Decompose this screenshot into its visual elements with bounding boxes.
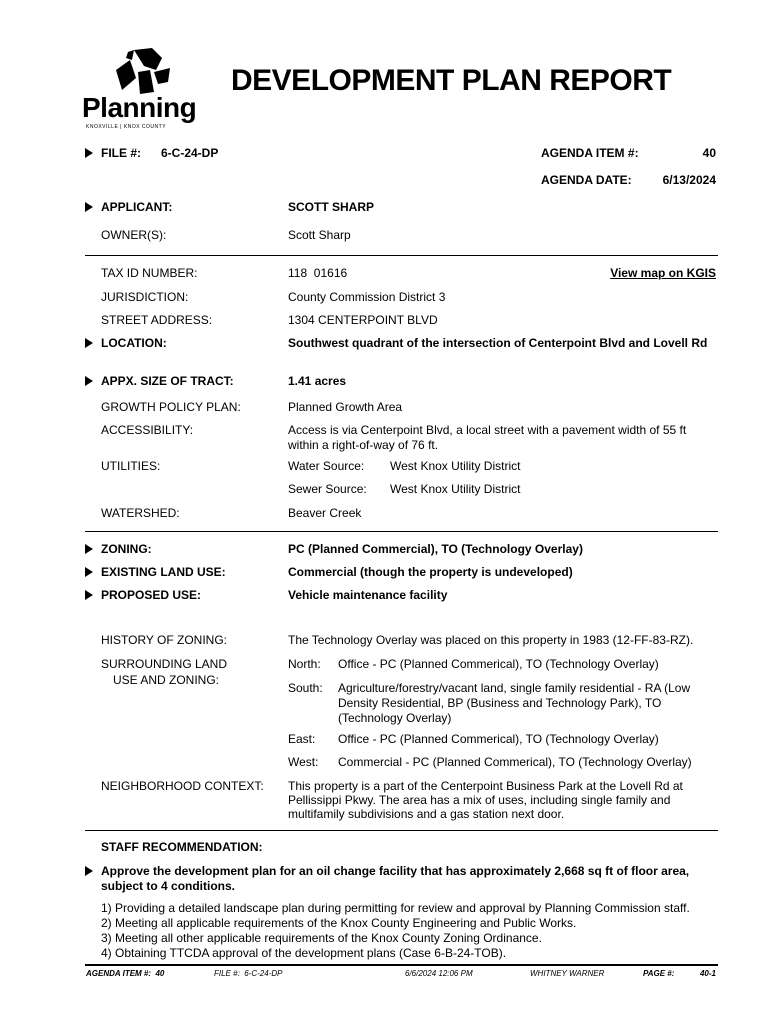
street-address-label: STREET ADDRESS: bbox=[101, 313, 213, 327]
proposed-use-label: PROPOSED USE: bbox=[101, 588, 202, 602]
east-value: Office - PC (Planned Commerical), TO (Technology Overlay) bbox=[338, 732, 659, 746]
west-label: West: bbox=[288, 755, 319, 769]
zoning-value: PC (Planned Commercial), TO (Technology Overlay) bbox=[288, 542, 583, 556]
tax-id-value: 118 01616 bbox=[288, 266, 348, 280]
divider bbox=[85, 531, 718, 532]
logo-word: Planning bbox=[82, 92, 197, 123]
condition-item: 2) Meeting all applicable requirements of the Knox County Engineering and Public Works. bbox=[101, 916, 577, 930]
agenda-date-label: AGENDA DATE: bbox=[541, 173, 632, 187]
agenda-date-value: 6/13/2024 bbox=[662, 173, 716, 187]
divider bbox=[85, 830, 718, 831]
bullet-arrow-icon bbox=[85, 148, 93, 158]
footer-file: FILE #: 6-C-24-DP bbox=[214, 969, 283, 978]
tax-id-label: TAX ID NUMBER: bbox=[101, 266, 198, 280]
jurisdiction-value: County Commission District 3 bbox=[288, 290, 446, 304]
kgis-map-link[interactable]: View map on KGIS bbox=[610, 266, 716, 280]
accessibility-label: ACCESSIBILITY: bbox=[101, 423, 194, 437]
water-source-label: Water Source: bbox=[288, 459, 365, 473]
jurisdiction-label: JURISDICTION: bbox=[101, 290, 189, 304]
footer-date: 6/6/2024 12:06 PM bbox=[405, 969, 473, 978]
applicant-label: APPLICANT: bbox=[101, 200, 173, 214]
location-value: Southwest quadrant of the intersection of Centerpoint Blvd and Lovell Rd bbox=[288, 336, 708, 350]
south-label: South: bbox=[288, 681, 323, 695]
tract-size-value: 1.41 acres bbox=[288, 374, 347, 388]
existing-land-use-label: EXISTING LAND USE: bbox=[101, 565, 226, 579]
proposed-use-value: Vehicle maintenance facility bbox=[288, 588, 448, 602]
water-source-value: West Knox Utility District bbox=[390, 459, 521, 473]
bullet-arrow-icon bbox=[85, 376, 93, 386]
sewer-source-value: West Knox Utility District bbox=[390, 482, 521, 496]
condition-item: 3) Meeting all other applicable requirements of the Knox County Zoning Ordinance. bbox=[101, 931, 542, 945]
history-of-zoning-value: The Technology Overlay was placed on this property in 1983 (12-FF-83-RZ). bbox=[288, 633, 694, 647]
north-label: North: bbox=[288, 657, 321, 671]
north-value: Office - PC (Planned Commerical), TO (Technology Overlay) bbox=[338, 657, 659, 671]
staff-recommendation-heading: STAFF RECOMMENDATION: bbox=[101, 840, 263, 854]
utilities-label: UTILITIES: bbox=[101, 459, 161, 473]
zoning-label: ZONING: bbox=[101, 542, 152, 556]
file-value: 6-C-24-DP bbox=[161, 146, 219, 160]
bullet-arrow-icon bbox=[85, 544, 93, 554]
condition-item: 1) Providing a detailed landscape plan during permitting for review and approval by Planning Commission staff. bbox=[101, 901, 690, 915]
planning-logo-mark-icon bbox=[104, 48, 174, 96]
surrounding-label-line2: USE AND ZONING: bbox=[113, 673, 220, 687]
south-value: Agriculture/forestry/vacant land, single family residential - RA (Low Density Residential, BP (Business and Technology Park), TO (Technology Overlay) bbox=[338, 681, 691, 725]
agenda-item-label: AGENDA ITEM #: bbox=[541, 146, 639, 160]
neighborhood-context-label: NEIGHBORHOOD CONTEXT: bbox=[101, 779, 264, 793]
watershed-value: Beaver Creek bbox=[288, 506, 362, 520]
bullet-arrow-icon bbox=[85, 866, 93, 876]
footer-page-value: 40-1 bbox=[699, 969, 716, 978]
report-title: DEVELOPMENT PLAN REPORT bbox=[231, 64, 672, 97]
growth-policy-value: Planned Growth Area bbox=[288, 400, 403, 414]
bullet-arrow-icon bbox=[85, 338, 93, 348]
logo-tagline: KNOXVILLE | KNOX COUNTY bbox=[86, 124, 167, 130]
bullet-arrow-icon bbox=[85, 590, 93, 600]
owner-label: OWNER(S): bbox=[101, 228, 167, 242]
staff-recommendation-summary: Approve the development plan for an oil change facility that has approximately 2,668 sq ft of floor area, subject to 4 conditions. bbox=[101, 864, 690, 893]
watershed-label: WATERSHED: bbox=[101, 506, 180, 520]
agenda-item-value: 40 bbox=[702, 146, 716, 160]
sewer-source-label: Sewer Source: bbox=[288, 482, 367, 496]
accessibility-value: Access is via Centerpoint Blvd, a local street with a pavement width of 55 ft within a right-of-way of 76 ft. bbox=[288, 423, 687, 452]
bullet-arrow-icon bbox=[85, 202, 93, 212]
history-of-zoning-label: HISTORY OF ZONING: bbox=[101, 633, 228, 647]
neighborhood-context-value: This property is a part of the Centerpoint Business Park at the Lovell Rd at Pellissippi Pkwy. The area has a mix of uses, including single family and multifamily subdivisions and a gas station next door. bbox=[288, 779, 683, 821]
footer-divider bbox=[85, 964, 718, 966]
owner-value: Scott Sharp bbox=[288, 228, 351, 242]
west-value: Commercial - PC (Planned Commerical), TO (Technology Overlay) bbox=[338, 755, 692, 769]
surrounding-label-line1: SURROUNDING LAND bbox=[101, 657, 228, 671]
bullet-arrow-icon bbox=[85, 567, 93, 577]
footer-staff: WHITNEY WARNER bbox=[530, 969, 605, 978]
applicant-value: SCOTT SHARP bbox=[288, 200, 375, 214]
footer-agenda-item: AGENDA ITEM #: 40 bbox=[86, 969, 165, 978]
file-label: FILE #: bbox=[101, 146, 142, 160]
tract-size-label: APPX. SIZE OF TRACT: bbox=[101, 374, 234, 388]
planning-logo bbox=[82, 48, 197, 132]
growth-policy-label: GROWTH POLICY PLAN: bbox=[101, 400, 241, 414]
location-label: LOCATION: bbox=[101, 336, 167, 350]
condition-item: 4) Obtaining TTCDA approval of the development plans (Case 6-B-24-TOB). bbox=[101, 946, 507, 960]
footer-page-label: PAGE #: bbox=[643, 969, 675, 978]
east-label: East: bbox=[288, 732, 316, 746]
street-address-value: 1304 CENTERPOINT BLVD bbox=[288, 313, 438, 327]
divider bbox=[85, 255, 718, 256]
existing-land-use-value: Commercial (though the property is undeveloped) bbox=[288, 565, 573, 579]
